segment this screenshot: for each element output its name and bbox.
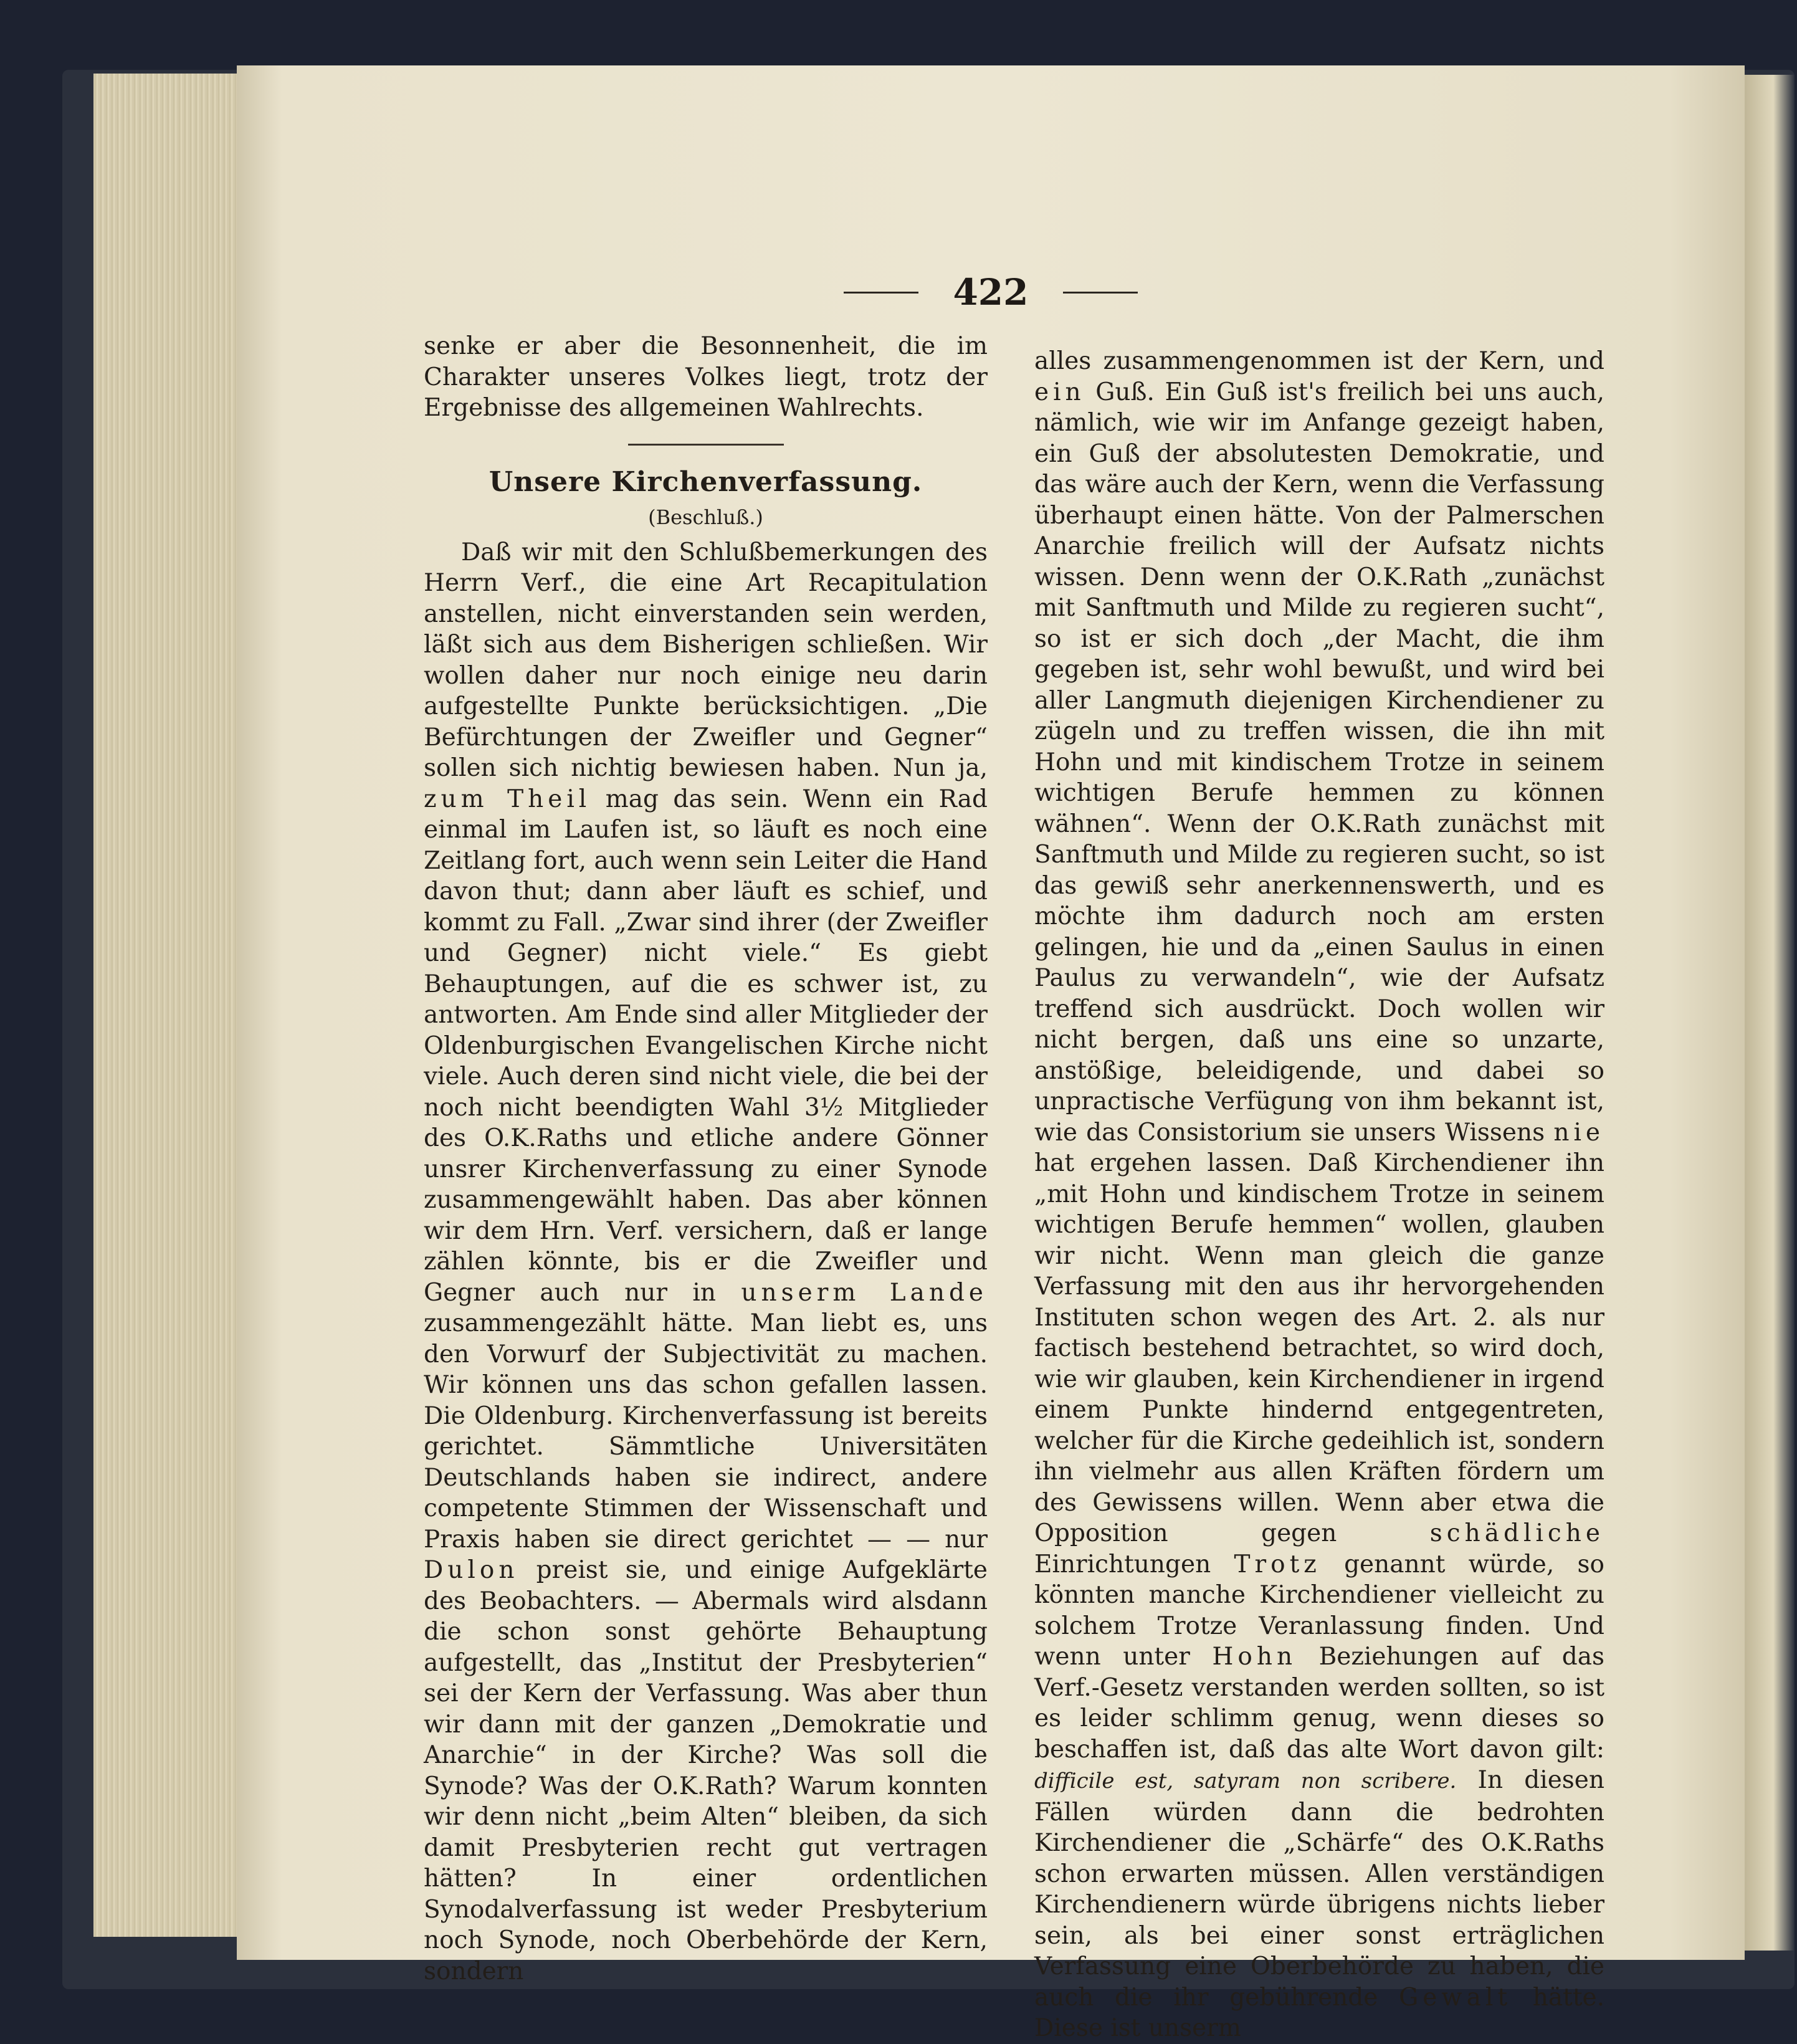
- spaced-text: Hohn: [1212, 1643, 1297, 1671]
- text-run: hätte. Diese ist unserm: [1034, 1983, 1604, 2042]
- article-title: Unsere Kirchenverfassung.: [489, 466, 923, 498]
- text-run: In diesen Fällen würden dann die bedrohten Kirchendiener die „Schärfe“ des O.K.Raths schon erwarten müssen. Allen verständigen Kirchendienern würde übrigens nichts lieber sein, als bei einer sonst erträglichen Verfassung eine Oberbehörde zu haben, die auch die ihr gebührende: [1034, 1766, 1605, 2012]
- text-run: hat ergehen lassen. Daß Kirchendiener ihn „mit Hohn und kindischem Trotze in seinem wichtigen Berufe hemmen“ wollen, glauben wir nicht. Wenn man gleich die ganze Verfassung mit den aus ihr hervorgehenden Instituten schon wegen des Art. 2. als nur factisch bestehend betrachtet, so wird doch, wie wir glauben, kein Kirchendiener in irgend einem Punkte hindernd entgegentreten, welcher für die Kirche gedeihlich ist, sondern ihn vielmehr aus allen Kräften fördern um des Gewissens willen. Wenn aber etwa die Opposition gegen: [1034, 1149, 1604, 1547]
- latin-quote: difficile est, satyram non scribere.: [1034, 1769, 1457, 1793]
- left-rule: [844, 292, 918, 294]
- spaced-text: Dulon: [424, 1556, 519, 1584]
- text-run: Daß wir mit den Schlußbemerkungen des Herrn Verf., die eine Art Recapitulation anstellen, nicht einverstanden sein werden, läßt sich aus dem Bisherigen schließen. Wir wollen daher nur noch einige neu darin aufgestellte Punkte berücksichtigen. „Die Befürchtungen der Zweifler und Gegner“ sollen sich nichtig bewiesen haben. Nun ja,: [424, 538, 988, 782]
- book-page: [237, 65, 1745, 2042]
- left-column: [424, 331, 988, 1987]
- right-rule: [1063, 292, 1138, 294]
- page-edges: [93, 74, 243, 1937]
- text-run: Einrichtungen: [1034, 1550, 1211, 1578]
- page-number-text: 422: [953, 271, 1029, 313]
- article-subtitle: (Beschluß.): [648, 505, 763, 529]
- spaced-text: ein: [1034, 378, 1085, 406]
- spaced-text: Gewalt: [1399, 1983, 1512, 2012]
- spaced-text: unserm Lande: [741, 1278, 988, 1307]
- article-paragraph: [424, 537, 988, 1987]
- section-divider: [628, 444, 784, 446]
- continued-paragraph: [1034, 346, 1604, 2044]
- spaced-text: zum Theil: [424, 785, 591, 813]
- right-page-edge: [1742, 75, 1795, 1951]
- spaced-text: schädliche: [1429, 1519, 1604, 1547]
- text-run: mag das sein. Wenn ein Rad einmal im Laufen ist, so läuft es noch eine Zeitlang fort, auch wenn sein Leiter die Hand davon thut; dann aber läuft es schief, und kommt zu Fall. „Zwar sind ihrer (der Zweifler und Gegner) nicht viele.“ Es giebt Behauptungen, auf die es schwer ist, zu antworten. Am Ende sind aller Mitglieder der Oldenburgischen Evangelischen Kirche nicht viele. Auch deren sind nicht viele, die bei der noch nicht beendigten Wahl 3½ Mitglieder des O.K.Raths und etliche andere Gönner unsrer Kirchenverfassung zu einer Synode zusammengewählt haben. Das aber können wir dem Hrn. Verf. versichern, daß er lange zählen könnte, bis er die Zweifler und Gegner auch nur in: [424, 785, 988, 1307]
- intro-paragraph: senke er aber die Besonnenheit, die im Charakter unseres Volkes liegt, trotz der Ergebnisse des allgemeinen Wahlrechts.: [424, 332, 988, 422]
- text-run: alles zusammengenommen ist der Kern, und: [1034, 347, 1604, 375]
- text-run: Guß. Ein Guß ist's freilich bei uns auch, nämlich, wie wir im Anfange gezeigt haben, ein Guß der absolutesten Demokratie, und das wäre auch der Kern, wenn die Verfassung überhaupt einen hätte. Von der Palmerschen Anarchie freilich will der Aufsatz nichts wissen. Denn wenn der O.K.Rath „zunächst mit Sanftmuth und Milde zu regieren sucht“, so ist er sich doch „der Macht, die ihm gegeben ist, sehr wohl bewußt, und wird bei aller Langmuth diejenigen Kirchendiener zu zügeln und zu treffen wissen, die ihn mit Hohn und mit kindischem Trotze in seinem wichtigen Berufe hemmen zu können wähnen“. Wenn der O.K.Rath zunächst mit Sanftmuth und Milde zu regieren sucht, so ist das gewiß sehr anerkennenswerth, und es möchte ihm dadurch noch am ersten gelingen, hie und da „einen Saulus in einen Paulus zu verwandeln“, wie der Aufsatz treffend sich ausdrückt. Doch wollen wir nicht bergen, daß uns eine so unzarte, anstößige, beleidigende, und dabei so unpractische Verfügung von ihm bekannt ist, wie das Consistorium sie unsers Wissens: [1034, 378, 1604, 1147]
- page-number: [237, 271, 1745, 313]
- text-run: genannt würde, so könnten manche Kirchendiener vielleicht zu solchem Trotze Veranlassung finden. Und wenn unter: [1034, 1550, 1604, 1671]
- right-column: [1034, 346, 1604, 2044]
- text-run: Beziehungen auf das Verf.-Gesetz verstanden werden sollten, so ist es leider schlimm genug, wenn dieses so beschaffen ist, daß das alte Wort davon gilt:: [1034, 1643, 1605, 1764]
- spaced-text: Trotz: [1234, 1550, 1321, 1578]
- text-run: zusammengezählt hätte. Man liebt es, uns den Vorwurf der Subjectivität zu machen. Wir können uns das schon gefallen lassen. Die Oldenburg. Kirchenverfassung ist bereits gerichtet. Sämmtliche Universitäten Deutschlands haben sie indirect, andere competente Stimmen der Wissenschaft und Praxis haben sie direct gerichtet — — nur: [424, 1309, 988, 1554]
- text-run: preist sie, und einige Aufgeklärte des Beobachters. — Abermals wird alsdann die schon sonst gehörte Behauptung aufgestellt, das „Institut der Presbyterien“ sei der Kern der Verfassung. Was aber thun wir dann mit der ganzen „Demokratie und Anarchie“ in der Kirche? Was soll die Synode? Was der O.K.Rath? Warum konnten wir denn nicht „beim Alten“ bleiben, da sich damit Presbyterien recht gut vertragen hätten? In einer ordentlichen Synodalverfassung ist weder Presbyterium noch Synode, noch Oberbehörde der Kern, sondern: [424, 1556, 988, 1985]
- spaced-text: nie: [1553, 1118, 1604, 1147]
